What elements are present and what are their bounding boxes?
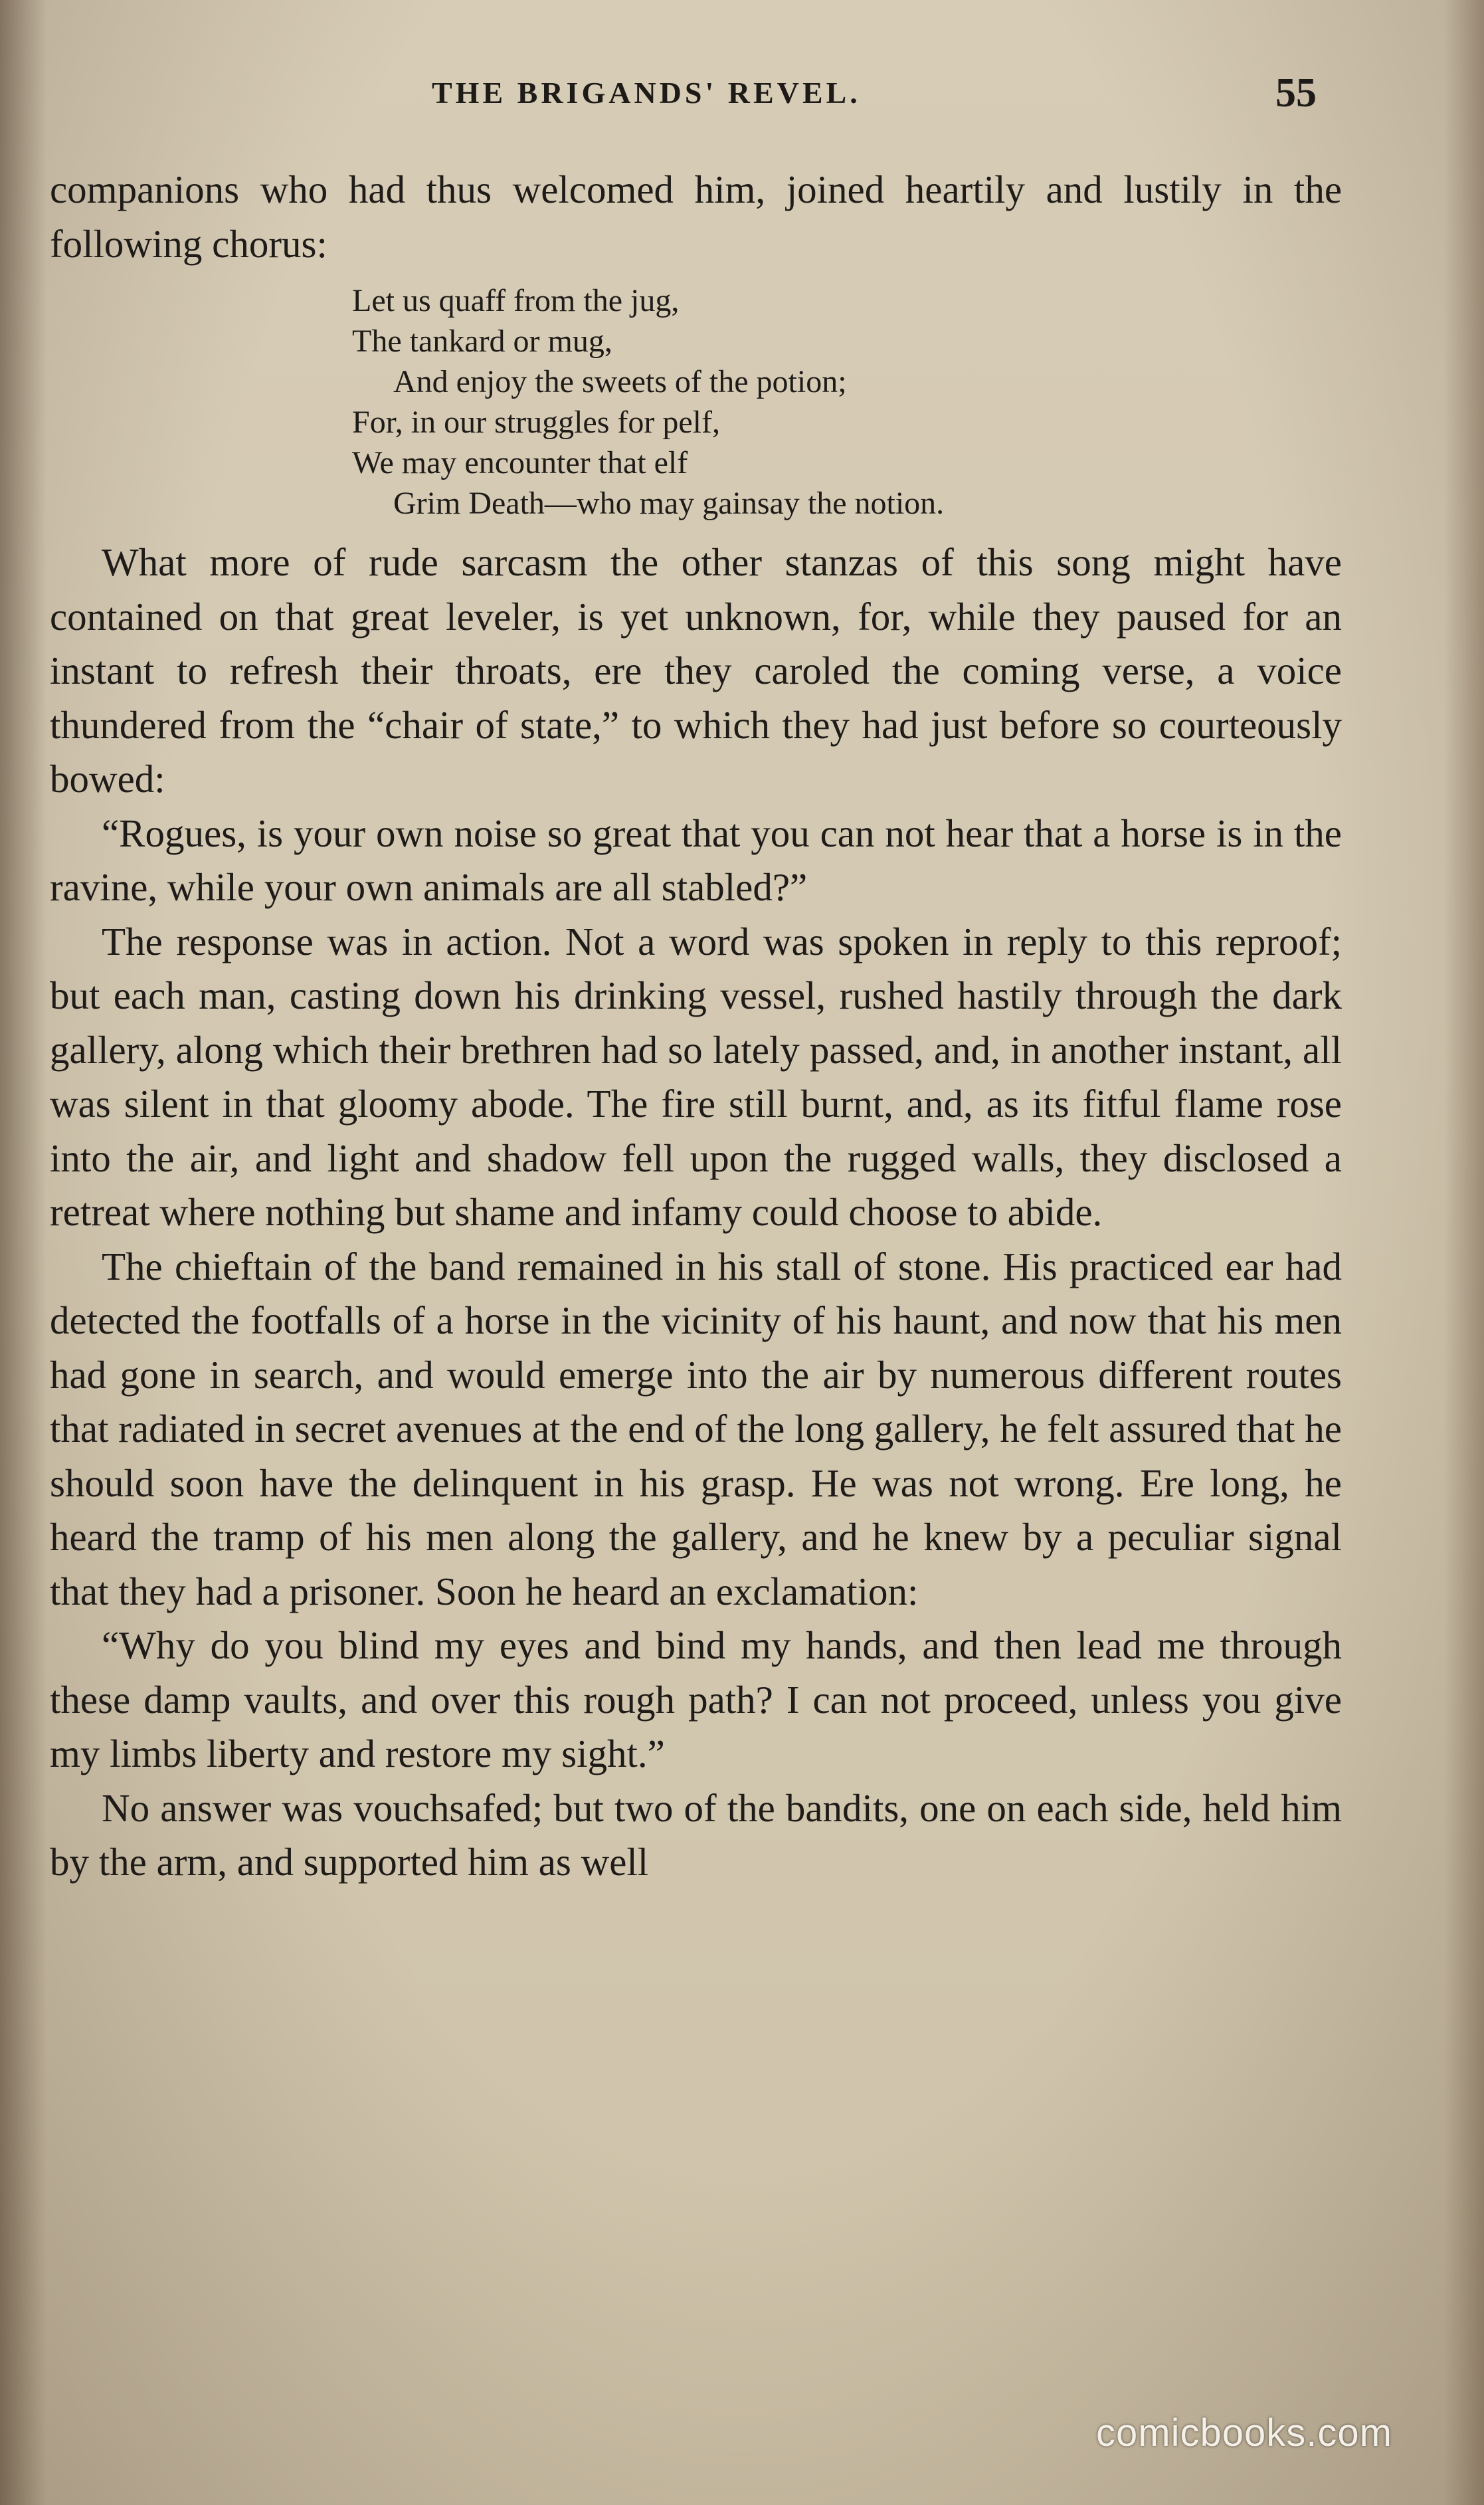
verse-line: And enjoy the sweets of the potion;	[393, 364, 847, 399]
page-number: 55	[1275, 70, 1317, 116]
paragraph: The response was in action. Not a word was spoken in reply to this reproof; but each man, casting down his drinking vessel, rushed hastily through the dark gallery, along which their brethren had so lately passed, and, in another instant, all was silent in that gloomy abode. The fire still burnt, and, as its fitful flame rose into the air, and light and shadow fell upon the rugged walls, they disclosed a retreat where nothing but shame and infamy could choose to abide.	[50, 919, 1342, 1234]
verse-line: Let us quaff from the jug,	[352, 283, 680, 318]
verse-line: We may encounter that elf	[352, 445, 688, 480]
paragraph: “Rogues, is your own noise so great that you can not hear that a horse is in the ravine, while your own animals are all stabled?”	[50, 811, 1342, 909]
verse-line: Grim Death—who may gainsay the notion.	[393, 486, 945, 521]
running-head: THE BRIGANDS' REVEL.	[432, 76, 861, 110]
verse-line: The tankard or mug,	[352, 324, 612, 359]
paragraph: companions who had thus welcomed him, joined heartily and lustily in the following chorus:	[50, 167, 1342, 266]
page-header	[0, 70, 1484, 123]
verse-line: For, in our struggles for pelf,	[352, 405, 720, 440]
body-text	[50, 163, 1342, 1890]
chorus-verse	[50, 280, 1342, 524]
paragraph: “Why do you blind my eyes and bind my hands, and then lead me through these damp vaults, and over this rough path? I can not proceed, unless you give my limbs liberty and restore my sight.”	[50, 1623, 1342, 1775]
site-watermark: comicbooks.com	[1096, 2411, 1392, 2455]
paragraph: The chieftain of the band remained in his stall of stone. His practiced ear had detected the footfalls of a horse in the vicinity of his haunt, and now that his men had gone in search, and would emerge into the air by numerous different routes that radiated in secret avenues at the end of the long gallery, he felt assured that he should soon have the delinquent in his grasp. He was not wrong. Ere long, he heard the tramp of his men along the gallery, and he knew by a peculiar signal that they had a prisoner. Soon he heard an exclamation:	[50, 1244, 1342, 1613]
paragraph: No answer was vouchsafed; but two of the bandits, one on each side, held him by the arm, and supported him as well	[50, 1785, 1342, 1884]
paragraph: What more of rude sarcasm the other stanzas of this song might have contained on that great leveler, is yet unknown, for, while they paused for an instant to refresh their throats, ere they caroled the coming verse, a voice thundered from the “chair of state,” to which they had just before so courteously bowed:	[50, 540, 1342, 801]
